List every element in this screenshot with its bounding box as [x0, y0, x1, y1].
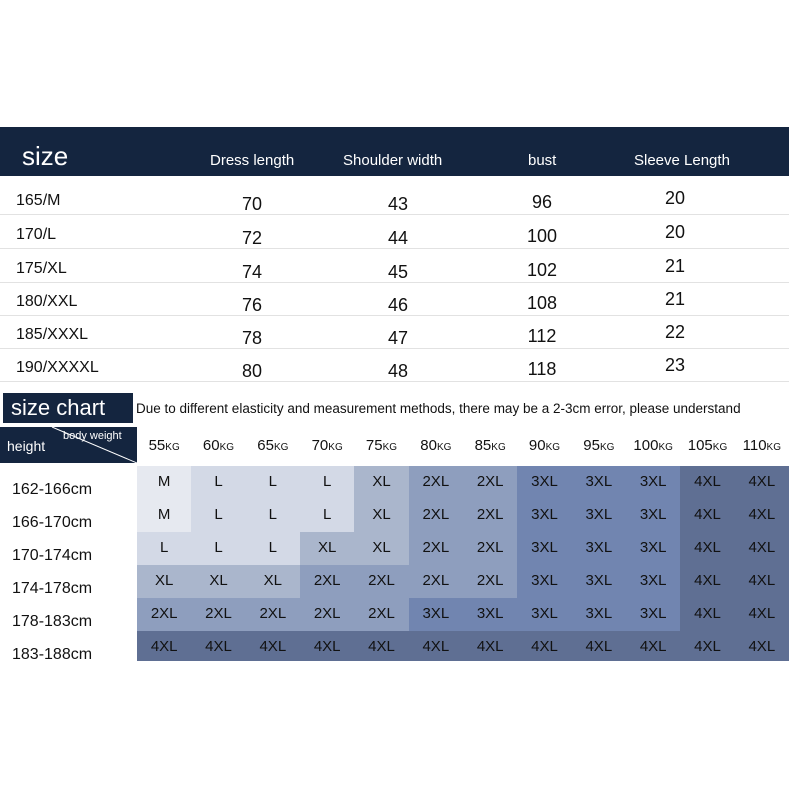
- bust-value: 118: [527, 359, 557, 379]
- size-cell: 2XL: [463, 466, 517, 499]
- weight-label: [572, 437, 626, 455]
- height-label: 166-170cm: [12, 514, 93, 531]
- size-cell: 3XL: [572, 466, 626, 499]
- weight-label: [300, 437, 354, 455]
- weight-unit: KG: [766, 442, 781, 453]
- weight-value: 60: [202, 437, 220, 454]
- size-cell: 4XL: [735, 532, 789, 565]
- size-label: 175/XL: [16, 260, 67, 277]
- size-cell: 4XL: [735, 499, 789, 532]
- dress-length-value: 74: [241, 262, 263, 282]
- bust-value: 96: [531, 192, 553, 212]
- sleeve-length-value: 20: [664, 222, 686, 242]
- size-cell: 3XL: [626, 598, 680, 631]
- size-cell: L: [191, 532, 245, 565]
- shoulder-width-value: 43: [387, 194, 409, 214]
- size-cell: 3XL: [626, 532, 680, 565]
- weight-value: 55: [148, 437, 166, 454]
- size-cell: L: [246, 532, 300, 565]
- weight-value: 75: [365, 437, 383, 454]
- size-cell: 3XL: [572, 565, 626, 598]
- weight-unit: KG: [382, 442, 398, 453]
- size-cell: 2XL: [463, 499, 517, 532]
- size-cell: XL: [354, 466, 408, 499]
- size-cell: 4XL: [409, 631, 463, 661]
- weight-unit: KG: [545, 442, 561, 453]
- size-cell: 4XL: [246, 631, 300, 661]
- size-cell: 2XL: [409, 532, 463, 565]
- size-cell: 3XL: [409, 598, 463, 631]
- dress-length-value: 76: [241, 295, 263, 315]
- size-cell: 2XL: [409, 466, 463, 499]
- size-cell: L: [191, 466, 245, 499]
- dress-length-value: 72: [241, 228, 263, 248]
- size-cell: 4XL: [735, 631, 789, 661]
- size-cell: XL: [246, 565, 300, 598]
- size-cell: M: [137, 466, 191, 499]
- size-cell: 4XL: [735, 598, 789, 631]
- size-cell: 2XL: [463, 565, 517, 598]
- size-cell: 4XL: [680, 565, 734, 598]
- size-cell: 4XL: [680, 631, 734, 661]
- weight-label: [735, 437, 789, 455]
- size-cell: 3XL: [517, 466, 571, 499]
- size-label: 190/XXXXL: [16, 359, 99, 376]
- size-cell: XL: [300, 532, 354, 565]
- size-cell: L: [300, 499, 354, 532]
- dress-length-value: 70: [241, 194, 263, 214]
- size-cell: 4XL: [572, 631, 626, 661]
- sleeve-length-value: 22: [664, 322, 686, 342]
- size-cell: 2XL: [191, 598, 245, 631]
- size-cell: 4XL: [680, 499, 734, 532]
- size-cell: 3XL: [463, 598, 517, 631]
- weight-value: 85: [474, 437, 492, 454]
- size-cell: 3XL: [572, 532, 626, 565]
- size-cell: 4XL: [626, 631, 680, 661]
- size-chart-note: Due to different elasticity and measurement methods, there may be a 2-3cm error, please understand: [136, 401, 741, 416]
- weight-label: [246, 437, 300, 455]
- col-shoulder-width: Shoulder width: [343, 152, 443, 169]
- size-cell: XL: [354, 532, 408, 565]
- size-cell: 4XL: [137, 631, 191, 661]
- height-label: 162-166cm: [12, 481, 93, 498]
- weight-unit: KG: [491, 442, 506, 453]
- shoulder-width-value: 44: [387, 228, 409, 248]
- weight-label: [517, 437, 571, 455]
- size-cell: 4XL: [735, 466, 789, 499]
- shoulder-width-value: 48: [387, 361, 409, 381]
- size-cell: 3XL: [517, 499, 571, 532]
- size-cell: 4XL: [354, 631, 408, 661]
- weight-unit: KG: [273, 442, 289, 453]
- weight-value: 100: [633, 437, 659, 454]
- size-cell: 4XL: [735, 565, 789, 598]
- weight-value: 90: [528, 437, 546, 454]
- weight-unit: KG: [165, 442, 180, 453]
- size-cell: 4XL: [300, 631, 354, 661]
- size-cell: 3XL: [626, 466, 680, 499]
- size-cell: 3XL: [572, 499, 626, 532]
- weight-label: [409, 437, 463, 455]
- size-cell: 2XL: [354, 565, 408, 598]
- size-cell: L: [137, 532, 191, 565]
- size-cell: 4XL: [680, 532, 734, 565]
- sleeve-length-value: 21: [664, 289, 686, 309]
- size-cell: 3XL: [517, 565, 571, 598]
- size-cell: 2XL: [300, 565, 354, 598]
- shoulder-width-value: 45: [387, 262, 409, 282]
- bust-value: 108: [526, 293, 558, 313]
- size-cell: 2XL: [300, 598, 354, 631]
- size-cell: 2XL: [409, 499, 463, 532]
- weight-label: [354, 437, 408, 455]
- dress-length-value: 80: [241, 361, 263, 381]
- size-cell: 2XL: [463, 532, 517, 565]
- weight-unit: KG: [712, 442, 728, 453]
- bust-value: 100: [526, 226, 558, 246]
- weight-label: [680, 437, 734, 455]
- dress-length-value: 78: [241, 328, 263, 348]
- size-cell: 4XL: [463, 631, 517, 661]
- size-cell: 2XL: [354, 598, 408, 631]
- height-label: 170-174cm: [12, 547, 93, 564]
- weight-unit: KG: [599, 442, 615, 453]
- weight-unit: KG: [328, 442, 343, 453]
- weight-value: 65: [257, 437, 274, 454]
- size-label: 170/L: [16, 226, 57, 243]
- size-cell: L: [300, 466, 354, 499]
- weight-value: 95: [583, 437, 600, 454]
- bust-value: 112: [527, 326, 557, 346]
- size-label: 185/XXXL: [16, 326, 89, 343]
- size-cell: 2XL: [409, 565, 463, 598]
- col-bust: bust: [528, 152, 557, 169]
- size-chart-title: size chart: [3, 393, 133, 423]
- shoulder-width-value: 47: [387, 328, 409, 348]
- weight-value: 80: [420, 437, 437, 454]
- sleeve-length-value: 20: [664, 188, 686, 208]
- size-cell: 3XL: [626, 565, 680, 598]
- col-dress-length: Dress length: [210, 152, 295, 169]
- size-label: 180/XXL: [16, 293, 78, 310]
- size-cell: XL: [137, 565, 191, 598]
- size-cell: 3XL: [626, 499, 680, 532]
- sleeve-length-value: 21: [664, 256, 686, 276]
- size-cell: 3XL: [572, 598, 626, 631]
- height-label: 183-188cm: [12, 646, 93, 663]
- bust-value: 102: [526, 260, 558, 280]
- height-label: 178-183cm: [12, 613, 93, 630]
- shoulder-width-value: 46: [387, 295, 409, 315]
- row-header-height: height: [7, 438, 46, 454]
- weight-label: [191, 437, 245, 455]
- size-cell: M: [137, 499, 191, 532]
- size-cell: L: [191, 499, 245, 532]
- weight-unit: KG: [658, 442, 673, 453]
- size-label: 165/M: [16, 192, 61, 209]
- weight-value: 70: [311, 437, 329, 454]
- weight-value: 105: [687, 437, 713, 454]
- size-cell: 4XL: [680, 466, 734, 499]
- size-table-title: size: [22, 141, 69, 171]
- sleeve-length-value: 23: [664, 355, 686, 375]
- col-sleeve-length: Sleeve Length: [634, 152, 730, 169]
- size-cell: 2XL: [137, 598, 191, 631]
- col-header-body-weight: body weight: [63, 430, 122, 442]
- size-cell: XL: [354, 499, 408, 532]
- size-cell: 4XL: [680, 598, 734, 631]
- size-cell: L: [246, 499, 300, 532]
- height-label: 174-178cm: [12, 580, 93, 597]
- weight-label: [137, 437, 191, 455]
- size-cell: 3XL: [517, 532, 571, 565]
- weight-label: [626, 437, 680, 455]
- size-cell: 4XL: [517, 631, 571, 661]
- weight-unit: KG: [436, 442, 452, 453]
- size-cell: 2XL: [246, 598, 300, 631]
- size-cell: 4XL: [191, 631, 245, 661]
- size-cell: 3XL: [517, 598, 571, 631]
- size-cell: XL: [191, 565, 245, 598]
- weight-unit: KG: [219, 442, 235, 453]
- weight-label: [463, 437, 517, 455]
- weight-value: 110: [742, 437, 767, 454]
- size-cell: L: [246, 466, 300, 499]
